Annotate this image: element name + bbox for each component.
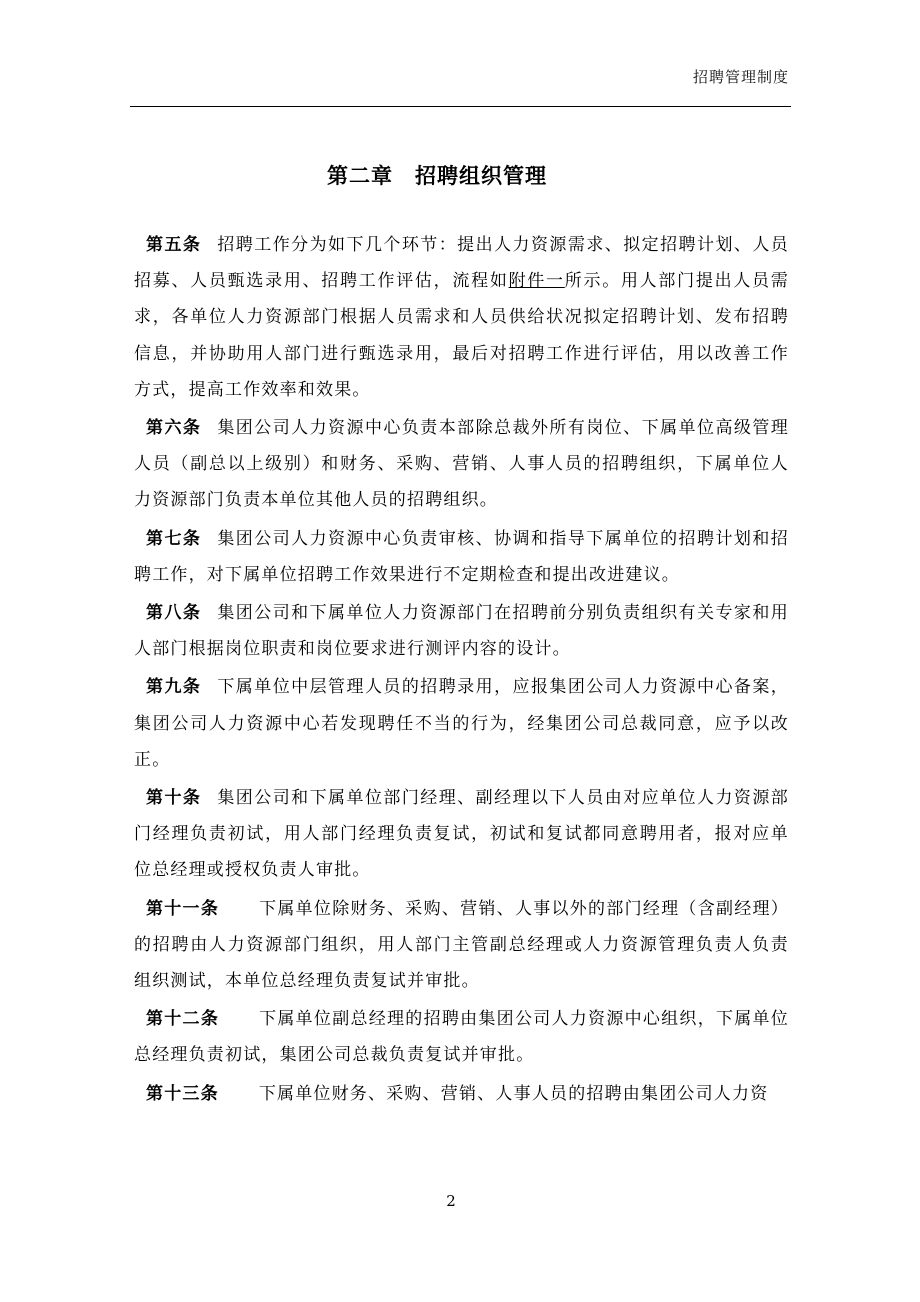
article-number: 第十三条 [146, 1083, 219, 1104]
article-number: 第十一条 [146, 898, 220, 919]
article-number: 第十二条 [146, 1009, 220, 1030]
article-text: 下属单位副总经理的招聘由集团公司人力资源中心组织，下属单位总经理负责初试，集团公司总裁负责复试并审批。 [134, 1009, 789, 1066]
article-text: 集团公司和下属单位人力资源部门在招聘前分别负责组织有关专家和用人部门根据岗位职责和岗位要求进行测评内容的设计。 [134, 603, 790, 660]
article-number: 第五条 [146, 235, 202, 255]
chapter-title: 第二章 招聘组织管理 [327, 164, 547, 188]
article-6 [134, 410, 789, 519]
article-13 [134, 1076, 789, 1112]
running-header: 招聘管理制度 [692, 68, 789, 86]
article-text: 下属单位财务、采购、营销、人事人员的招聘由集团公司人力资 [258, 1083, 769, 1104]
document-body [134, 227, 789, 1114]
article-11 [134, 891, 789, 1000]
article-text: 集团公司人力资源中心负责审核、协调和指导下属单位的招聘计划和招聘工作，对下属单位招聘工作效果进行不定期检查和提出改进建议。 [134, 528, 790, 585]
article-12 [134, 1001, 789, 1073]
article-7 [134, 521, 789, 593]
article-text: 集团公司人力资源中心负责本部除总裁外所有岗位、下属单位高级管理人员（副总以上级别）和财务、采购、营销、人事人员的招聘组织，下属单位人力资源部门负责本单位其他人员的招聘组织。 [134, 418, 790, 511]
article-9 [134, 669, 789, 778]
article-number: 第六条 [146, 418, 202, 439]
article-text: 下属单位除财务、采购、营销、人事以外的部门经理（含副经理）的招聘由人力资源部门组织，用人部门主管副总经理或人力资源管理负责人负责组织测试，本单位总经理负责复试并审批。 [134, 898, 789, 992]
article-text: 集团公司和下属单位部门经理、副经理以下人员由对应单位人力资源部门经理负责初试，用人部门经理负责复试，初试和复试都同意聘用者，报对应单位总经理或授权负责人审批。 [134, 788, 790, 881]
article-10 [134, 780, 789, 889]
article-number: 第七条 [146, 528, 202, 549]
article-8 [134, 595, 789, 667]
article-text: 招聘工作分为如下几个环节：提出人力资源需求、拟定招聘计划、人员招募、人员甄选录用、招聘工作评估，流程如 [134, 235, 790, 292]
attachment-link[interactable]: 附件一 [508, 271, 565, 292]
article-number: 第八条 [146, 603, 202, 624]
article-5 [134, 227, 789, 408]
article-text: 下属单位中层管理人员的招聘录用，应报集团公司人力资源中心备案，集团公司人力资源中心若发现聘任不当的行为，经集团公司总裁同意，应予以改正。 [134, 677, 790, 770]
page-number: 2 [446, 1192, 456, 1210]
article-number: 第十条 [146, 788, 202, 809]
header-divider [130, 106, 791, 107]
article-text: 所示。用人部门提出人员需求，各单位人力资源部门根据人员需求和人员供给状况拟定招聘计划、发布招聘信息，并协助用人部门进行甄选录用，最后对招聘工作进行评估，用以改善工作方式，提高工作效率和效果。 [134, 271, 789, 400]
article-number: 第九条 [146, 677, 202, 698]
